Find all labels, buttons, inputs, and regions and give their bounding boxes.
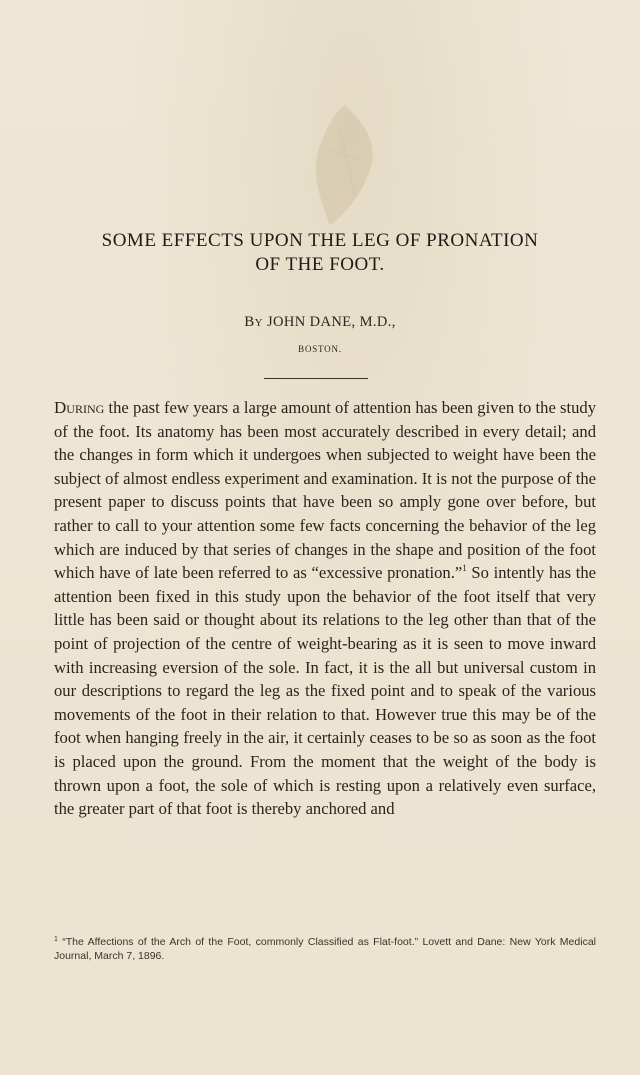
author-location: BOSTON.	[298, 344, 342, 354]
article-title-line-2: OF THE FOOT.	[255, 254, 385, 275]
byline	[0, 314, 640, 331]
footnote-reference[interactable]: 1	[462, 563, 467, 574]
body-text-part-1: the past few years a large amount of attention has been given to the study of the foot. Its anatomy has been most accurately described in every detail; and the changes in form which it undergoes when subjected to weight have been the subject of almost endless experiment and examination. It is not the purpose of the present paper to discuss points that have been so amply gone over before, but rather to call to your attention some few facts concerning the behavior of the leg which are induced by that series of changes in the shape and position of the foot which have of late been referred to as “excessive pronation.”	[54, 398, 596, 583]
footnote-text: “The Affections of the Arch of the Foot, commonly Classified as Flat-foot.” Lovett and Dane: New York Medical Journal, March 7, 1896.	[54, 936, 596, 962]
footnote-marker: 1	[54, 936, 58, 943]
article-title-line-1: SOME EFFECTS UPON THE LEG OF PRONATION	[101, 230, 539, 251]
section-divider	[264, 378, 368, 379]
body-paragraph	[54, 396, 596, 821]
byline-prefix: By	[244, 314, 263, 330]
lead-word: During	[54, 398, 105, 417]
author-name: JOHN DANE, M.D.,	[262, 314, 396, 330]
paper-stain	[300, 100, 390, 230]
footnote	[54, 935, 596, 963]
body-text-part-2: So intently has the attention been fixed in this study upon the behavior of the foot itself that very little has been said or thought about its relations to the leg other than that of the point of projection of the centre of weight-bearing as it is seen to move inward with increasing eversion of the sole. In fact, it is the all but universal custom in our descriptions to regard the leg as the fixed point and to speak of the various movements of the foot in their relation to that. However true this may be of the foot when hanging freely in the air, it certainly ceases to be so as soon as the foot is placed upon the ground. From the moment that the weight of the body is thrown upon a foot, the sole of which is resting upon a relatively even surface, the greater part of that foot is thereby anchored and	[54, 563, 597, 819]
